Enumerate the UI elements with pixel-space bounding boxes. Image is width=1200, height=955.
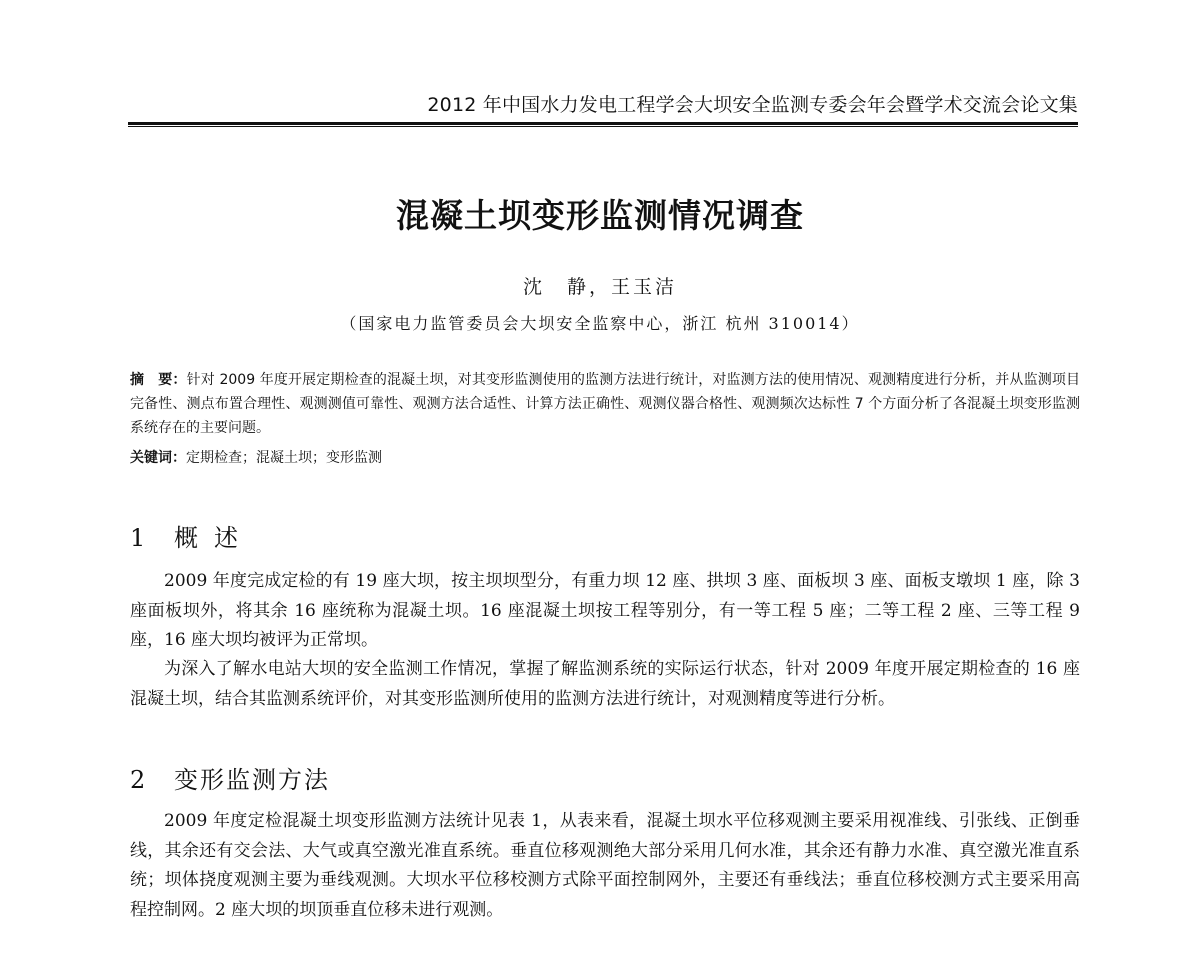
section-number: 2 [130,766,146,794]
section-heading-2 [130,760,1080,795]
paragraph: 2009 年度完成定检的有 19 座大坝，按主坝坝型分，有重力坝 12 座、拱坝 3 座、面板坝 3 座、面板支墩坝 1 座，除 3 座面板坝外，将其余 16 座统称为混凝土坝。16 座混凝土坝按工程等别分，有一等工程 5 座；二等工程 2 座、三等工程 9 座，16 座大坝均被评为正常坝。 [130,571,1080,650]
abstract-label: 摘 要： [130,372,187,388]
section-title: 变形监测方法 [174,766,330,794]
abstract-text: 针对 2009 年度开展定期检查的混凝土坝，对其变形监测使用的监测方法进行统计，对监测方法的使用情况、观测精度进行分析，并从监测项目完备性、测点布置合理性、观测测值可靠性、观测方法合适性、计算方法正确性、观测仪器合格性、观测频次达标性 7 个方面分析了各混凝土坝变形监测系统存在的主要问题。 [130,372,1081,436]
section-number: 1 [130,524,146,552]
paragraph: 2009 年度定检混凝土坝变形监测方法统计见表 1，从表来看，混凝土坝水平位移观测主要采用视准线、引张线、正倒垂线，其余还有交会法、大气或真空激光准直系统。垂直位移观测绝大部分采用几何水准，其余还有静力水准、真空激光准直系统；坝体挠度观测主要为垂线观测。大坝水平位移校测方式除平面控制网外，主要还有垂线法；垂直位移校测方式主要采用高程控制网。2 座大坝的坝顶垂直位移未进行观测。 [130,811,1080,920]
abstract [130,368,1080,440]
header-rule [128,122,1078,127]
keywords-label: 关键词： [130,450,186,466]
section-title: 概述 [174,524,254,552]
paper-title: 混凝土坝变形监测情况调查 [396,196,804,235]
paragraph: 为深入了解水电站大坝的安全监测工作情况，掌握了解监测系统的实际运行状态，针对 2009 年度开展定期检查的 16 座混凝土坝，结合其监测系统评价，对其变形监测所使用的监测方法进行统计，对观测精度等进行分析。 [130,659,1080,709]
authors: 沈 静，王玉洁 [522,276,677,298]
keywords [130,446,1080,470]
section-heading-1 [130,518,1080,553]
running-header: 2012 年中国水力发电工程学会大坝安全监测专委会年会暨学术交流会论文集 [427,94,1078,116]
affiliation: （国家电力监管委员会大坝安全监察中心，浙江 杭州 310014） [340,314,860,333]
keywords-text: 定期检查；混凝土坝；变形监测 [186,450,382,466]
